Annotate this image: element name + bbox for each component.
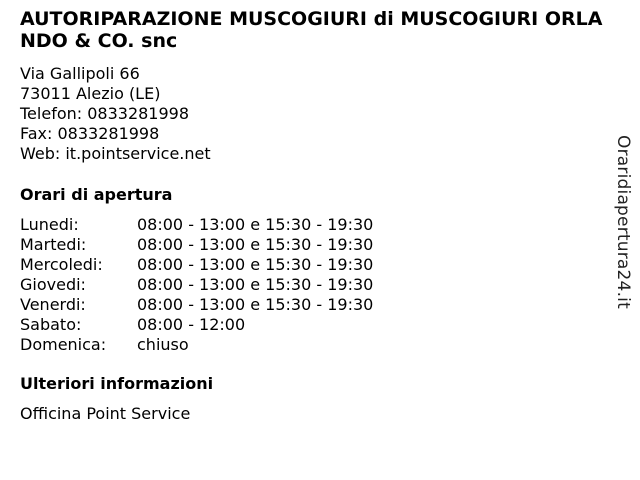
business-card — [20, 8, 620, 424]
hours-row-friday — [20, 295, 620, 315]
phone-number: Telefon: 0833281998 — [20, 104, 190, 123]
site-watermark: Oraridiapertura24.it — [613, 135, 633, 309]
day-label: Sabato: — [20, 315, 82, 334]
website: Web: it.pointservice.net — [20, 144, 211, 163]
day-label: Lunedi: — [20, 215, 79, 234]
day-label: Domenica: — [20, 335, 107, 354]
street-address: Via Gallipoli 66 — [20, 64, 140, 83]
day-label: Venerdi: — [20, 295, 86, 314]
hours-row-wednesday — [20, 255, 620, 275]
day-label: Mercoledi: — [20, 255, 103, 274]
more-info-text: Officina Point Service — [20, 404, 191, 423]
hours-value: 08:00 - 13:00 e 15:30 - 19:30 — [137, 235, 374, 254]
fax-number: Fax: 0833281998 — [20, 124, 160, 143]
hours-row-sunday — [20, 335, 620, 355]
hours-row-thursday — [20, 275, 620, 295]
day-label: Martedi: — [20, 235, 87, 254]
city-postal: 73011 Alezio (LE) — [20, 84, 161, 103]
business-name: AUTORIPARAZIONE MUSCOGIURI di MUSCOGIURI ORLANDO & CO. snc — [20, 8, 603, 52]
hours-value: 08:00 - 12:00 — [137, 315, 246, 334]
hours-row-saturday — [20, 315, 620, 335]
more-info-heading: Ulteriori informazioni — [20, 374, 214, 393]
address-block — [20, 64, 620, 164]
hours-value: chiuso — [137, 335, 189, 354]
hours-value: 08:00 - 13:00 e 15:30 - 19:30 — [137, 255, 374, 274]
hours-value: 08:00 - 13:00 e 15:30 - 19:30 — [137, 295, 374, 314]
hours-value: 08:00 - 13:00 e 15:30 - 19:30 — [137, 275, 374, 294]
hours-value: 08:00 - 13:00 e 15:30 - 19:30 — [137, 215, 374, 234]
hours-row-tuesday — [20, 235, 620, 255]
hours-row-monday — [20, 215, 620, 235]
opening-hours-heading: Orari di apertura — [20, 185, 173, 204]
day-label: Giovedi: — [20, 275, 86, 294]
opening-hours-table — [20, 215, 620, 355]
